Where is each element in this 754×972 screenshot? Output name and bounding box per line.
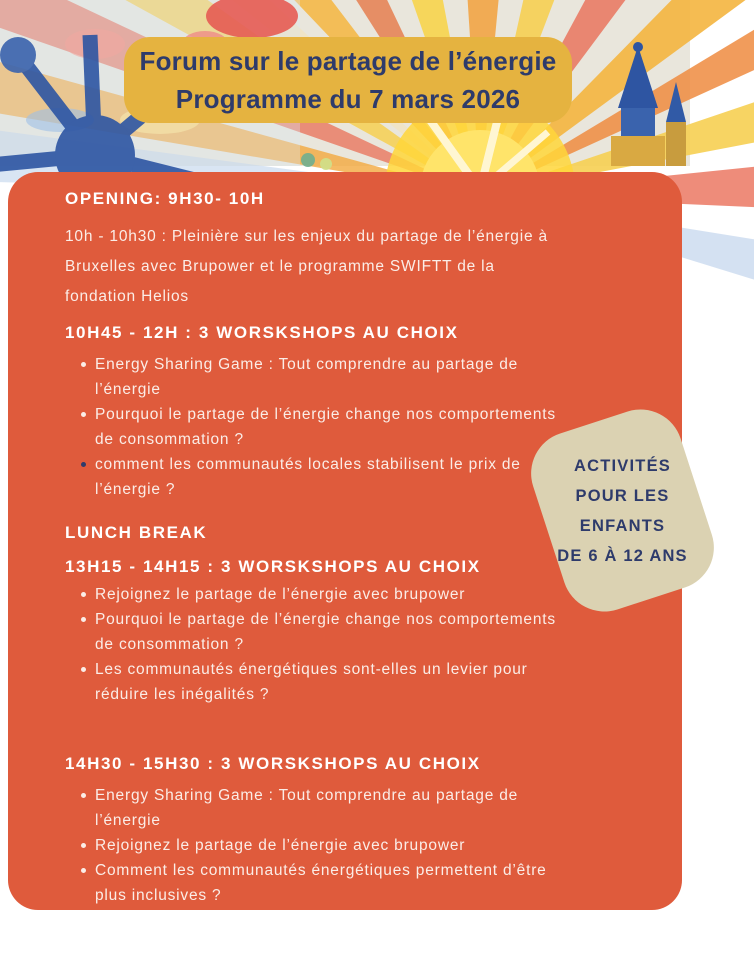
list-item: Rejoignez le partage de l’énergie avec brupower [81, 833, 570, 858]
poster-title-line2: Programme du 7 mars 2026 [175, 84, 521, 114]
workshops1-list [65, 352, 570, 502]
plenary-paragraph: 10h - 10h30 : Pleinière sur les enjeux du partage de l’énergie à Bruxelles avec Brupower et le programme SWIFTT de la fondation Helios [65, 228, 548, 305]
badge-line: ENFANTS [579, 516, 666, 535]
badge-line: DE 6 À 12 ANS [557, 546, 688, 565]
workshops2-list [65, 582, 570, 707]
workshops2-heading: 13H15 - 14H15 : 3 WORSKSHOPS AU CHOIX [65, 557, 481, 576]
list-item: Rejoignez le partage de l’énergie avec brupower [81, 582, 570, 607]
list-item: Comment les communautés énergétiques permettent d’être plus inclusives ? [81, 858, 570, 908]
workshops3-list [65, 783, 570, 908]
list-item: Energy Sharing Game : Tout comprendre au partage de l’énergie [81, 783, 570, 833]
kids-activities-badge [520, 399, 725, 623]
workshops1-heading: 10H45 - 12H : 3 WORSKSHOPS AU CHOIX [65, 323, 459, 342]
lunch-heading: LUNCH BREAK [65, 523, 208, 542]
closing-heading: 15H30 -16H : CLOTURE [48, 951, 277, 970]
workshops3-heading: 14H30 - 15H30 : 3 WORSKSHOPS AU CHOIX [65, 754, 481, 773]
poster-title-line1: Forum sur le partage de l’énergie [139, 46, 557, 76]
opening-heading: OPENING: 9H30- 10H [65, 189, 265, 208]
list-item: Pourquoi le partage de l’énergie change nos comportements de consommation ? [81, 402, 570, 452]
list-item: Energy Sharing Game : Tout comprendre au partage de l’énergie [81, 352, 570, 402]
badge-line: POUR LES [575, 486, 670, 505]
poster-title-banner [124, 37, 572, 123]
kids-activities-badge-text [545, 418, 700, 603]
list-item: Les communautés énergétiques sont-elles un levier pour réduire les inégalités ? [81, 657, 570, 707]
list-item: Pourquoi le partage de l’énergie change nos comportements de consommation ? [81, 607, 570, 657]
list-item: comment les communautés locales stabilisent le prix de l’énergie ? [81, 452, 570, 502]
badge-line: ACTIVITÉS [574, 456, 671, 475]
